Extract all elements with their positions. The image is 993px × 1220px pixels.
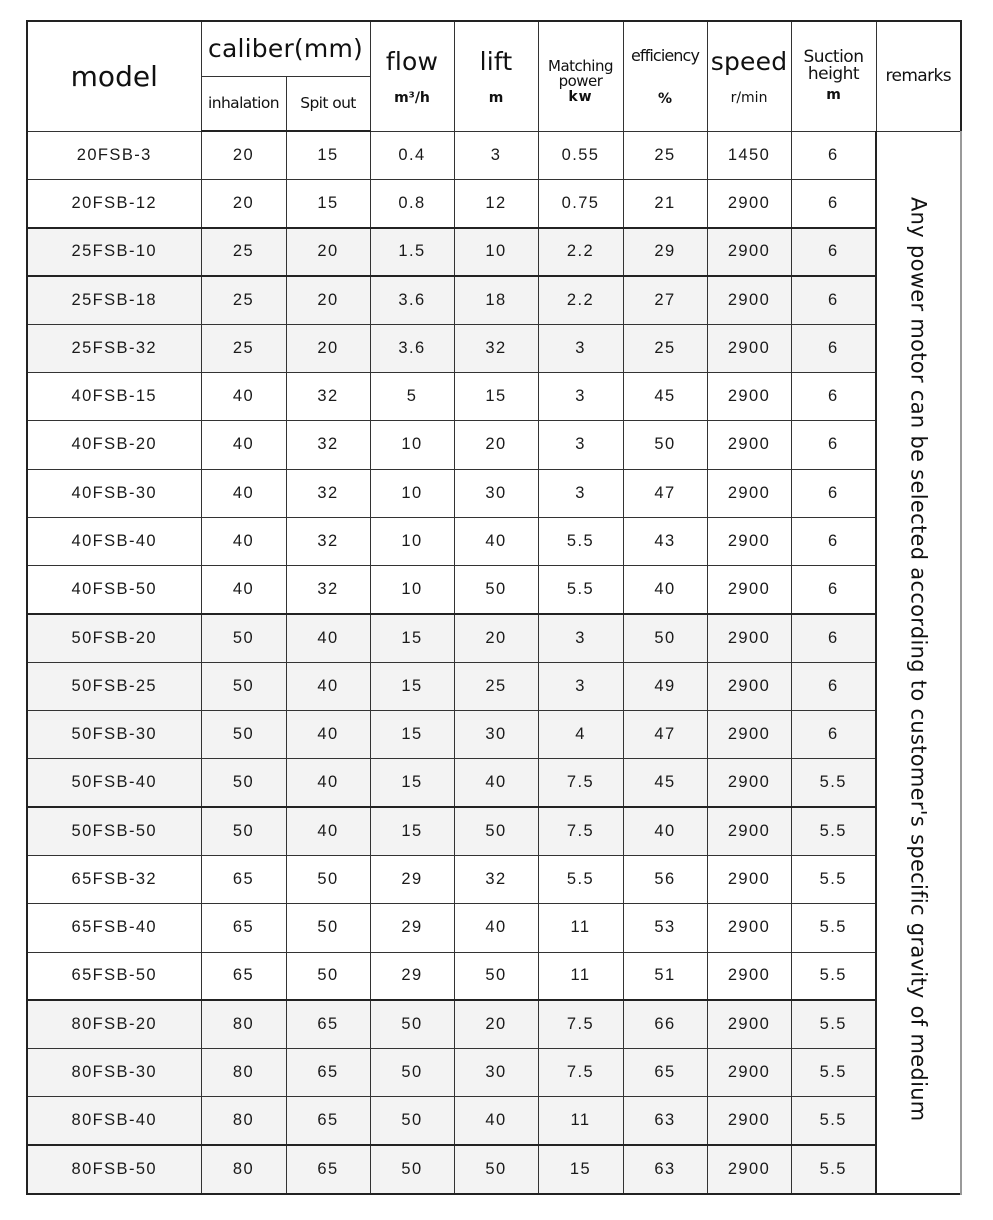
cell-model: 50FSB-25 [27,662,201,710]
header-suction [791,21,876,131]
cell-lift: 40 [454,1097,538,1145]
cell-model: 50FSB-40 [27,759,201,807]
header-model [27,21,201,131]
cell-power: 0.75 [538,179,623,227]
cell-inhalation: 50 [201,759,286,807]
cell-model: 20FSB-12 [27,179,201,227]
cell-suction: 6 [791,421,876,469]
header-flow-label: flow [385,46,439,76]
cell-spit-out: 32 [286,469,370,517]
table-row [27,566,961,614]
cell-lift: 32 [454,855,538,903]
cell-inhalation: 65 [201,904,286,952]
cell-lift: 40 [454,517,538,565]
cell-efficiency: 63 [623,1145,707,1193]
cell-efficiency: 65 [623,1049,707,1097]
table-row [27,179,961,227]
cell-power: 5.5 [538,566,623,614]
cell-efficiency: 29 [623,228,707,276]
cell-spit-out: 65 [286,1049,370,1097]
cell-speed: 2900 [707,904,791,952]
cell-lift: 15 [454,372,538,420]
cell-suction: 5.5 [791,807,876,855]
table-row [27,1000,961,1048]
cell-suction: 5.5 [791,759,876,807]
cell-speed: 2900 [707,711,791,759]
cell-lift: 20 [454,421,538,469]
cell-inhalation: 50 [201,711,286,759]
cell-flow: 0.8 [370,179,454,227]
header-flow [370,21,454,131]
cell-suction: 5.5 [791,952,876,1000]
table-row [27,1049,961,1097]
cell-spit-out: 40 [286,759,370,807]
cell-speed: 2900 [707,469,791,517]
header-power-line2: power [558,72,603,91]
cell-spit-out: 20 [286,276,370,324]
cell-suction: 6 [791,228,876,276]
cell-model: 25FSB-32 [27,324,201,372]
table-row [27,1097,961,1145]
cell-spit-out: 50 [286,904,370,952]
header-inhalation-label: inhalation [208,93,279,112]
cell-lift: 18 [454,276,538,324]
header-remarks-label: remarks [885,66,952,87]
header-flow-unit: m³/h [394,89,430,106]
cell-power: 7.5 [538,759,623,807]
header-power-unit: kw [568,89,593,106]
cell-spit-out: 15 [286,131,370,179]
cell-suction: 6 [791,324,876,372]
cell-flow: 3.6 [370,276,454,324]
header-spit-out-label: Spit out [300,93,356,112]
cell-power: 7.5 [538,807,623,855]
cell-suction: 6 [791,711,876,759]
cell-efficiency: 56 [623,855,707,903]
table-row [27,469,961,517]
cell-suction: 5.5 [791,855,876,903]
cell-spit-out: 20 [286,324,370,372]
cell-speed: 2900 [707,807,791,855]
table-row [27,662,961,710]
cell-power: 11 [538,904,623,952]
cell-efficiency: 51 [623,952,707,1000]
cell-power: 7.5 [538,1049,623,1097]
cell-power: 2.2 [538,276,623,324]
cell-flow: 5 [370,372,454,420]
cell-power: 5.5 [538,855,623,903]
cell-model: 40FSB-40 [27,517,201,565]
cell-spit-out: 40 [286,614,370,662]
cell-speed: 2900 [707,228,791,276]
cell-power: 11 [538,1097,623,1145]
cell-model: 40FSB-20 [27,421,201,469]
cell-lift: 32 [454,324,538,372]
cell-flow: 10 [370,517,454,565]
cell-lift: 40 [454,759,538,807]
cell-suction: 6 [791,469,876,517]
cell-flow: 29 [370,952,454,1000]
cell-speed: 2900 [707,1000,791,1048]
table-row [27,276,961,324]
cell-flow: 50 [370,1145,454,1193]
cell-inhalation: 65 [201,855,286,903]
cell-speed: 2900 [707,614,791,662]
cell-power: 15 [538,1145,623,1193]
remarks-text: Any power motor can be selected according to customer's specific gravity of medium [906,197,931,1122]
cell-power: 5.5 [538,517,623,565]
cell-speed: 2900 [707,421,791,469]
cell-suction: 5.5 [791,1049,876,1097]
cell-spit-out: 40 [286,807,370,855]
cell-efficiency: 53 [623,904,707,952]
cell-model: 50FSB-30 [27,711,201,759]
cell-efficiency: 25 [623,324,707,372]
cell-lift: 20 [454,614,538,662]
cell-flow: 1.5 [370,228,454,276]
cell-speed: 2900 [707,566,791,614]
cell-power: 0.55 [538,131,623,179]
cell-efficiency: 21 [623,179,707,227]
cell-efficiency: 40 [623,807,707,855]
cell-spit-out: 32 [286,517,370,565]
cell-inhalation: 40 [201,421,286,469]
header-remarks [876,21,961,131]
cell-efficiency: 50 [623,614,707,662]
header-suction-line1: Suction [803,47,864,68]
header-power-line1: Matching [548,57,613,76]
header-efficiency [623,21,707,131]
cell-suction: 6 [791,614,876,662]
cell-model: 80FSB-40 [27,1097,201,1145]
header-speed [707,21,791,131]
header-inhalation [201,76,286,131]
cell-spit-out: 40 [286,662,370,710]
cell-efficiency: 27 [623,276,707,324]
cell-speed: 2900 [707,662,791,710]
table-row [27,759,961,807]
cell-lift: 40 [454,904,538,952]
cell-flow: 29 [370,855,454,903]
cell-power: 3 [538,324,623,372]
cell-power: 4 [538,711,623,759]
cell-inhalation: 80 [201,1000,286,1048]
cell-speed: 2900 [707,952,791,1000]
cell-inhalation: 65 [201,952,286,1000]
cell-inhalation: 40 [201,517,286,565]
header-caliber [201,21,370,76]
cell-efficiency: 45 [623,372,707,420]
cell-efficiency: 50 [623,421,707,469]
cell-efficiency: 43 [623,517,707,565]
cell-suction: 6 [791,517,876,565]
cell-spit-out: 32 [286,566,370,614]
cell-suction: 5.5 [791,1145,876,1193]
remarks-cell [876,131,961,1194]
cell-efficiency: 49 [623,662,707,710]
cell-power: 3 [538,662,623,710]
cell-efficiency: 45 [623,759,707,807]
table-row [27,614,961,662]
cell-suction: 6 [791,566,876,614]
cell-power: 3 [538,421,623,469]
cell-speed: 2900 [707,759,791,807]
cell-lift: 50 [454,952,538,1000]
cell-lift: 50 [454,566,538,614]
cell-inhalation: 40 [201,469,286,517]
cell-model: 25FSB-18 [27,276,201,324]
cell-inhalation: 40 [201,372,286,420]
cell-lift: 12 [454,179,538,227]
cell-flow: 10 [370,469,454,517]
table-row [27,131,961,179]
cell-suction: 6 [791,179,876,227]
cell-lift: 25 [454,662,538,710]
cell-efficiency: 63 [623,1097,707,1145]
cell-flow: 0.4 [370,131,454,179]
header-suction-unit: m [826,87,841,104]
cell-power: 7.5 [538,1000,623,1048]
pump-spec-table [26,20,962,1195]
cell-model: 65FSB-40 [27,904,201,952]
cell-model: 40FSB-15 [27,372,201,420]
cell-speed: 2900 [707,1049,791,1097]
cell-flow: 3.6 [370,324,454,372]
cell-flow: 15 [370,807,454,855]
table-row [27,517,961,565]
header-speed-unit: r/min [730,89,768,106]
cell-speed: 2900 [707,372,791,420]
cell-efficiency: 40 [623,566,707,614]
cell-spit-out: 65 [286,1145,370,1193]
cell-lift: 50 [454,807,538,855]
header-spit-out [286,76,370,131]
cell-lift: 10 [454,228,538,276]
table-row [27,711,961,759]
cell-inhalation: 50 [201,807,286,855]
cell-flow: 29 [370,904,454,952]
header-speed-label: speed [710,46,788,76]
header-efficiency-unit: % [657,90,673,107]
cell-model: 40FSB-50 [27,566,201,614]
cell-power: 3 [538,469,623,517]
cell-speed: 2900 [707,324,791,372]
cell-suction: 5.5 [791,904,876,952]
cell-spit-out: 65 [286,1000,370,1048]
table-row [27,372,961,420]
table-row [27,952,961,1000]
cell-inhalation: 25 [201,228,286,276]
cell-flow: 10 [370,566,454,614]
table-row [27,904,961,952]
cell-model: 80FSB-50 [27,1145,201,1193]
cell-speed: 1450 [707,131,791,179]
cell-speed: 2900 [707,276,791,324]
cell-flow: 15 [370,759,454,807]
cell-suction: 6 [791,372,876,420]
cell-spit-out: 65 [286,1097,370,1145]
header-lift-label: lift [479,46,513,76]
cell-model: 80FSB-20 [27,1000,201,1048]
cell-model: 65FSB-32 [27,855,201,903]
cell-power: 3 [538,372,623,420]
cell-speed: 2900 [707,1145,791,1193]
header-model-label: model [70,59,158,93]
cell-lift: 20 [454,1000,538,1048]
cell-spit-out: 32 [286,372,370,420]
cell-lift: 30 [454,1049,538,1097]
cell-efficiency: 47 [623,469,707,517]
table-row [27,855,961,903]
cell-suction: 5.5 [791,1097,876,1145]
cell-suction: 6 [791,662,876,710]
cell-speed: 2900 [707,179,791,227]
cell-flow: 15 [370,662,454,710]
header-caliber-label: caliber(mm) [208,34,363,64]
cell-spit-out: 32 [286,421,370,469]
header-power [538,21,623,131]
cell-efficiency: 66 [623,1000,707,1048]
cell-speed: 2900 [707,1097,791,1145]
cell-flow: 10 [370,421,454,469]
cell-inhalation: 50 [201,662,286,710]
cell-model: 65FSB-50 [27,952,201,1000]
cell-model: 50FSB-20 [27,614,201,662]
cell-inhalation: 25 [201,324,286,372]
header-lift-unit: m [488,89,504,106]
cell-lift: 30 [454,469,538,517]
cell-efficiency: 47 [623,711,707,759]
cell-flow: 15 [370,614,454,662]
cell-inhalation: 80 [201,1145,286,1193]
cell-spit-out: 50 [286,855,370,903]
cell-inhalation: 40 [201,566,286,614]
cell-inhalation: 80 [201,1097,286,1145]
cell-speed: 2900 [707,855,791,903]
cell-suction: 6 [791,276,876,324]
cell-lift: 30 [454,711,538,759]
cell-spit-out: 40 [286,711,370,759]
cell-efficiency: 25 [623,131,707,179]
cell-model: 80FSB-30 [27,1049,201,1097]
cell-power: 2.2 [538,228,623,276]
cell-speed: 2900 [707,517,791,565]
cell-inhalation: 80 [201,1049,286,1097]
cell-spit-out: 15 [286,179,370,227]
cell-model: 20FSB-3 [27,131,201,179]
table-row [27,324,961,372]
cell-inhalation: 20 [201,131,286,179]
cell-inhalation: 20 [201,179,286,227]
table-row [27,228,961,276]
cell-suction: 6 [791,131,876,179]
table-row [27,807,961,855]
cell-spit-out: 50 [286,952,370,1000]
table-row [27,1145,961,1193]
cell-lift: 50 [454,1145,538,1193]
cell-flow: 50 [370,1000,454,1048]
cell-power: 3 [538,614,623,662]
header-lift [454,21,538,131]
cell-inhalation: 50 [201,614,286,662]
cell-flow: 15 [370,711,454,759]
cell-model: 40FSB-30 [27,469,201,517]
cell-model: 50FSB-50 [27,807,201,855]
cell-suction: 5.5 [791,1000,876,1048]
cell-lift: 3 [454,131,538,179]
cell-flow: 50 [370,1049,454,1097]
header-efficiency-label: efficiency [630,45,700,65]
header-suction-line2: height [807,64,860,85]
spec-table-body [27,131,961,1194]
cell-model: 25FSB-10 [27,228,201,276]
cell-spit-out: 20 [286,228,370,276]
cell-power: 11 [538,952,623,1000]
cell-flow: 50 [370,1097,454,1145]
table-row [27,421,961,469]
cell-inhalation: 25 [201,276,286,324]
